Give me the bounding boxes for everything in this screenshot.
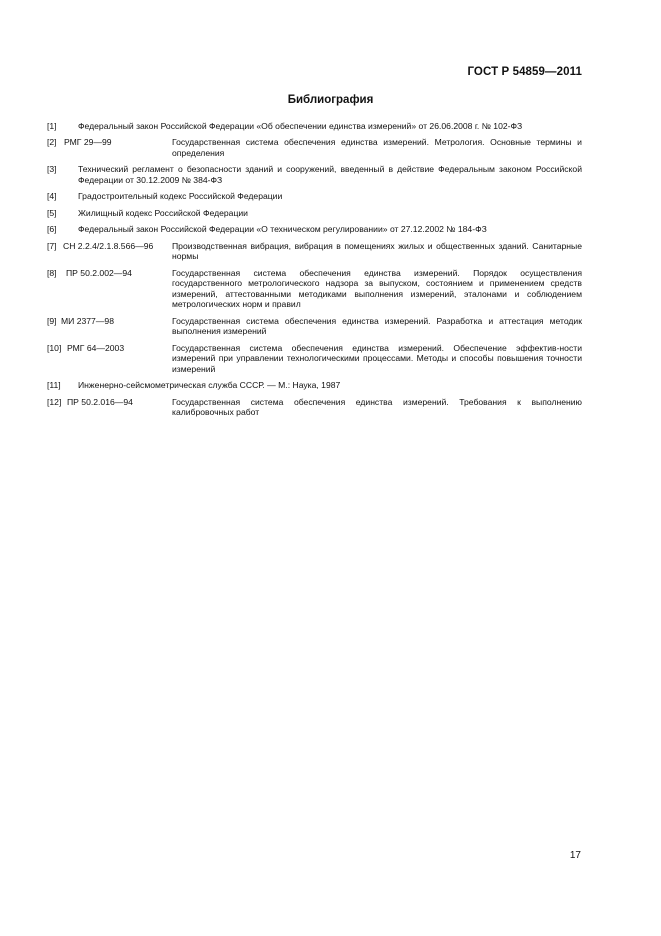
bib-entry-10 [47,343,582,375]
bib-text: Технический регламент о безопасности зданий и сооружений, введенный в действие Федеральным законом Российской Федерации от 30.12.2009 № 384-ФЗ [78,164,582,185]
bib-code: ПР 50.2.016—94 [67,396,133,407]
bib-number: [6] [47,224,57,235]
bib-number: [10] [47,342,62,353]
bib-number: [11] [47,380,61,391]
bib-number: [2] [47,137,57,148]
bib-text: Производственная вибрация, вибрация в помещениях жилых и общественных зданий. Санитарные нормы [172,240,582,262]
bib-number: [12] [47,396,62,407]
bib-text: Инженерно-сейсмометрическая служба СССР. — М.: Наука, 1987 [78,380,341,391]
section-title: Библиография [287,94,374,106]
bib-entry-5 [47,208,582,219]
bib-entry-7 [47,241,582,262]
bib-entry-9 [47,316,582,337]
bib-entry-11 [47,380,582,391]
bib-text: Государственная система обеспечения единства измерений. Обеспечение эффектив-ности измерений при управлении технологическими процессами. Методы и способы повышения точности измерений [172,342,582,374]
bib-number: [9] [47,315,57,326]
bib-entry-12 [47,397,582,418]
bib-text: Жилищный кодекс Российской Федерации [78,207,248,218]
bib-entry-2 [47,137,582,158]
bib-number: [4] [47,191,57,202]
bib-entry-1 [47,121,582,132]
bib-text: Федеральный закон Российской Федерации «Об обеспечении единства измерений» от 26.06.2008 г. № 102-ФЗ [78,121,523,131]
bib-text: Государственная система обеспечения единства измерений. Разработка и аттестация методик выполнения измерений [172,315,582,337]
document-id: ГОСТ Р 54859—2011 [467,66,582,78]
bib-number: [1] [47,121,57,131]
bib-entry-3 [47,164,582,185]
bib-number: [7] [47,240,57,251]
bib-code: ПР 50.2.002—94 [66,267,132,278]
bib-entry-6 [47,224,582,235]
bib-text: Государственная система обеспечения единства измерений. Метрология. Основные термины и определения [172,137,582,158]
bib-entry-8 [47,268,582,310]
page-number: 17 [569,850,581,861]
bib-code: РМГ 29—99 [64,137,112,148]
bib-text: Государственная система обеспечения единства измерений. Порядок осуществления государственного метрологического надзора за выпуском, состоянием и применением средств измерений, аттестованными методиками выполнения измерений, эталонами и соблюдением метрологических норм и правил [172,267,582,310]
bib-text: Градостроительный кодекс Российской Федерации [78,191,283,202]
bib-text: Государственная система обеспечения единства измерений. Требования к выполнению калибровочных работ [172,396,582,418]
bib-entry-4 [47,191,582,202]
bib-code: СН 2.2.4/2.1.8.566—96 [63,240,154,251]
bib-number: [5] [47,207,57,218]
bib-number: [8] [47,267,57,278]
bib-number: [3] [47,164,57,175]
bib-code: МИ 2377—98 [61,315,114,326]
bibliography-list [47,121,582,424]
bib-text: Федеральный закон Российской Федерации «О техническом регулировании» от 27.12.2002 № 184-ФЗ [78,224,487,235]
bib-code: РМГ 64—2003 [67,342,125,353]
